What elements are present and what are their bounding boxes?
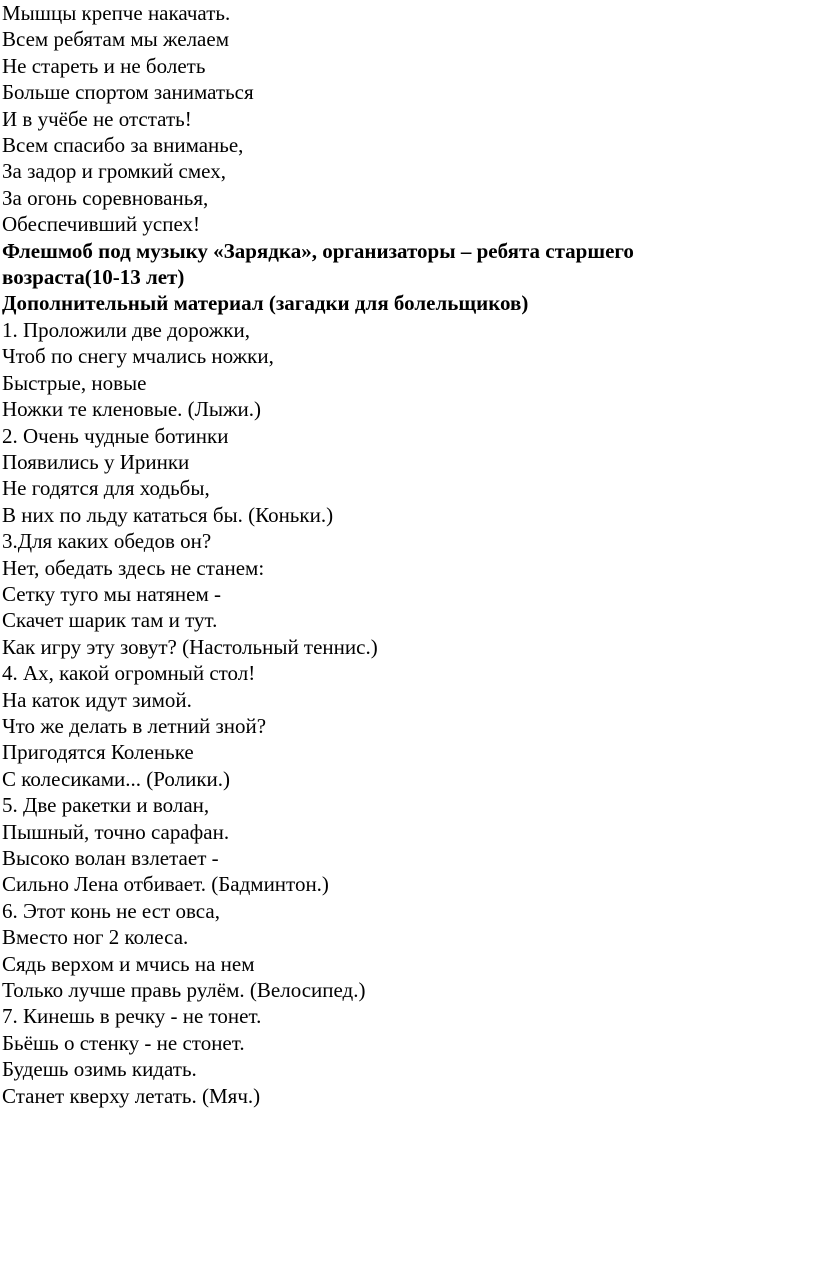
riddle-line: Станет кверху летать. (Мяч.) bbox=[2, 1083, 261, 1108]
poem-line: Всем ребятам мы желаем bbox=[2, 27, 229, 52]
riddle-line: Пышный, точно сарафан. bbox=[2, 819, 230, 844]
riddle-line: В них по льду кататься бы. (Коньки.) bbox=[2, 502, 334, 527]
flashmob-heading-line-1: Флешмоб под музыку «Зарядка», организаторы – ребята старшего bbox=[2, 238, 634, 263]
poem-line: Мышцы крепче накачать. bbox=[2, 1, 231, 25]
riddle-line: 7. Кинешь в речку - не тонет. bbox=[2, 1004, 262, 1029]
riddle-line: На каток идут зимой. bbox=[2, 687, 192, 712]
riddle-line: Чтоб по снегу мчались ножки, bbox=[2, 344, 274, 369]
riddle-line: Ножки те кленовые. (Лыжи.) bbox=[2, 397, 262, 422]
document-text bbox=[2, 0, 802, 1109]
riddle-line: Высоко волан взлетает - bbox=[2, 846, 219, 870]
poem-line: Обеспечивший успех! bbox=[2, 212, 200, 237]
riddle-line: 6. Этот конь не ест овса, bbox=[2, 898, 220, 923]
riddle-line: Не годятся для ходьбы, bbox=[2, 476, 210, 501]
poem-line: Больше спортом заниматься bbox=[2, 80, 254, 105]
poem-line: Всем спасибо за вниманье, bbox=[2, 133, 244, 158]
riddle-line: 4. Ах, какой огромный стол! bbox=[2, 661, 256, 686]
poem-line: За огонь соревнованья, bbox=[2, 185, 209, 210]
riddle-line: Нет, обедать здесь не станем: bbox=[2, 555, 265, 580]
riddle-line: 3.Для каких обедов он? bbox=[2, 529, 212, 554]
riddle-line: Скачет шарик там и тут. bbox=[2, 608, 218, 633]
riddle-line: Сядь верхом и мчись на нем bbox=[2, 951, 255, 976]
riddle-line: Пригодятся Коленьке bbox=[2, 740, 194, 765]
riddle-line: 2. Очень чудные ботинки bbox=[2, 423, 229, 448]
riddle-line: Бьёшь о стенку - не стонет. bbox=[2, 1030, 245, 1055]
riddle-line: Сильно Лена отбивает. (Бадминтон.) bbox=[2, 872, 329, 897]
riddle-line: С колесиками... (Ролики.) bbox=[2, 766, 231, 791]
riddle-line: Как игру эту зовут? (Настольный теннис.) bbox=[2, 634, 378, 659]
poem-line: Не стареть и не болеть bbox=[2, 53, 206, 78]
flashmob-heading-line-2: возраста(10-13 лет) bbox=[2, 265, 185, 290]
riddle-line: Быстрые, новые bbox=[2, 370, 147, 395]
riddle-line: 5. Две ракетки и волан, bbox=[2, 793, 210, 818]
extra-material-heading: Дополнительный материал (загадки для болельщиков) bbox=[2, 291, 529, 316]
riddle-line: Вместо ног 2 колеса. bbox=[2, 925, 189, 950]
poem-line: И в учёбе не отстать! bbox=[2, 106, 192, 131]
riddle-line: 1. Проложили две дорожки, bbox=[2, 317, 250, 342]
poem-line: За задор и громкий смех, bbox=[2, 159, 226, 184]
riddle-line: Только лучше правь рулём. (Велосипед.) bbox=[2, 978, 366, 1003]
riddle-line: Появились у Иринки bbox=[2, 449, 190, 474]
riddle-line: Будешь озимь кидать. bbox=[2, 1057, 197, 1082]
riddle-line: Сетку туго мы натянем - bbox=[2, 581, 221, 606]
riddle-line: Что же делать в летний зной? bbox=[2, 713, 267, 738]
